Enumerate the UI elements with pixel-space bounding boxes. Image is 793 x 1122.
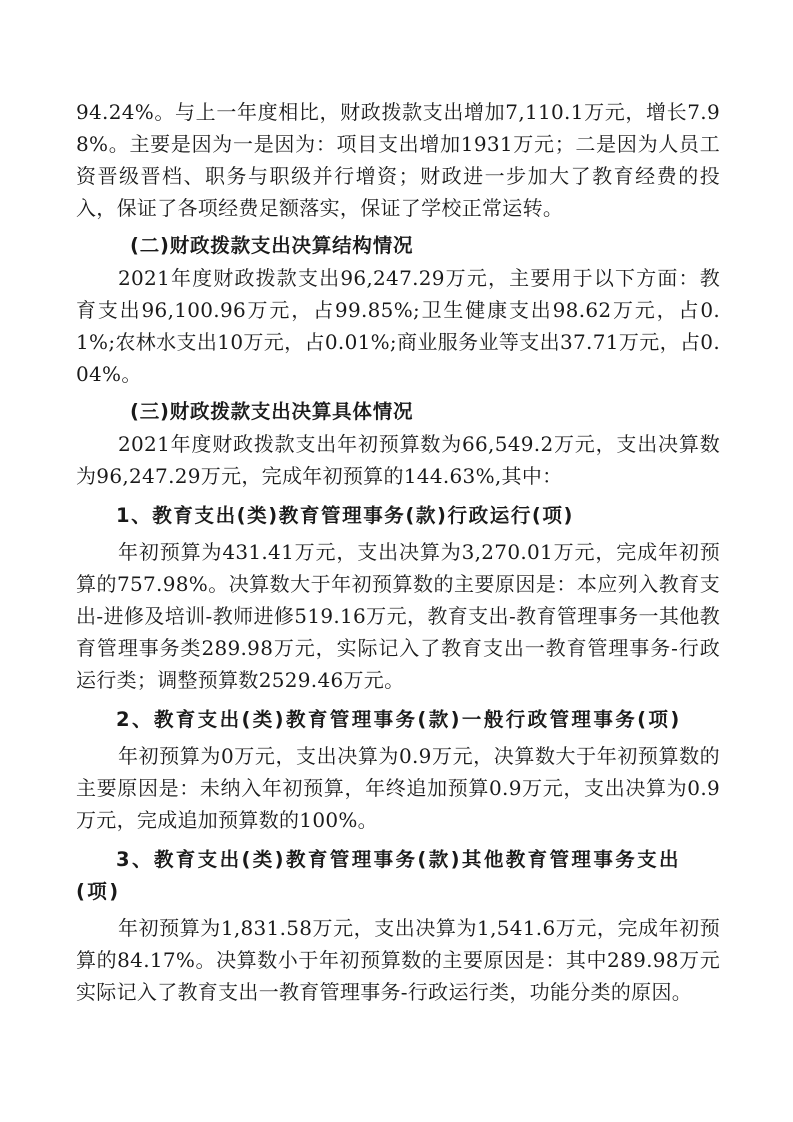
heading-expenditure-structure: (二)财政拨款支出决算结构情况 — [130, 234, 414, 257]
document-page — [76, 96, 720, 1008]
heading-item-3-other-education-management: 3、教育支出(类)教育管理事务(款)其他教育管理事务支出(项) — [76, 848, 681, 903]
paragraph-expenditure-details: 2021年度财政拨款支出年初预算数为66,549.2万元，支出决算数为96,247.29万元，完成年初预算的144.63%,其中： — [76, 432, 720, 488]
heading-expenditure-details: (三)财政拨款支出决算具体情况 — [130, 400, 414, 423]
paragraph-item-1: 年初预算为431.41万元，支出决算为3,270.01万元，完成年初预算的757.98%。决算数大于年初预算数的主要原因是：本应列入教育支出-进修及培训-教师进修519.16万元，教育支出-教育管理事务一其他教育管理事务类289.98万元，实际记入了教育支出一教育管理事务-行政运行类；调整预算数2529.46万元。 — [76, 540, 720, 692]
heading-item-2-general-administration: 2、教育支出(类)教育管理事务(款)一般行政管理事务(项) — [116, 708, 682, 731]
heading-item-1-administrative-operation: 1、教育支出(类)教育管理事务(款)行政运行(项) — [116, 504, 575, 527]
paragraph-expenditure-structure: 2021年度财政拨款支出96,247.29万元，主要用于以下方面：教育支出96,100.96万元，占99.85%;卫生健康支出98.62万元，占0.1%;农林水支出10万元，占0.01%;商业服务业等支出37.71万元，占0.04%。 — [76, 266, 720, 386]
paragraph-expenditure-increase: 94.24%。与上一年度相比，财政拨款支出增加7,110.1万元，增长7.98%。主要是因为一是因为：项目支出增加1931万元；二是因为人员工资晋级晋档、职务与职级并行增资；财政进一步加大了教育经费的投入，保证了各项经费足额落实，保证了学校正常运转。 — [76, 100, 720, 220]
paragraph-item-3: 年初预算为1,831.58万元，支出决算为1,541.6万元，完成年初预算的84.17%。决算数小于年初预算数的主要原因是：其中289.98万元实际记入了教育支出一教育管理事务-行政运行类，功能分类的原因。 — [76, 916, 720, 1004]
paragraph-item-2: 年初预算为0万元，支出决算为0.9万元，决算数大于年初预算数的主要原因是：未纳入年初预算，年终追加预算0.9万元，支出决算为0.9万元，完成追加预算数的100%。 — [76, 744, 720, 832]
